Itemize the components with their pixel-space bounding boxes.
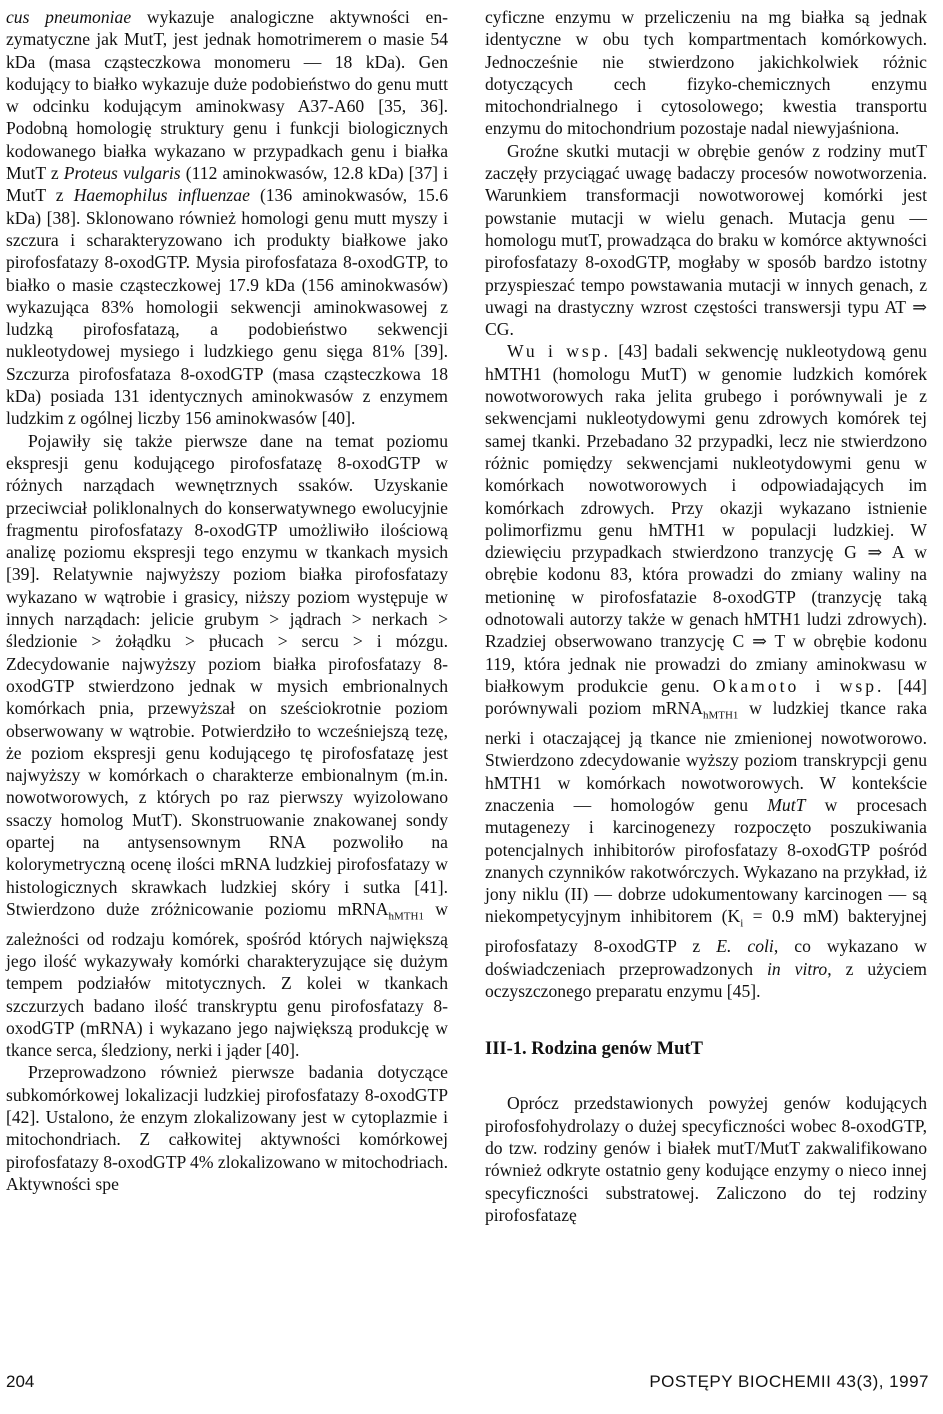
author-citation: Okamoto i wsp. bbox=[712, 675, 885, 696]
subscript: i bbox=[740, 917, 744, 930]
text-run: w zależności od rodzaju komórek, spośród których największą jego ilość wykazywały komórki charakteryzujące się dużym tempem podziałów mitotycznych. Z kolei w tkankach szczurzych badano ilość transkryptu genu pirofosfatazy 8-oxodGTP (mRNA) i wykazano jego największą produkcję w tkance serca, śledziony, nerki i jąder [40]. bbox=[6, 898, 449, 1061]
text-run: wykazuje analogiczne aktywności enzymatyczne jak MutT, jest jednak homotrimerem o masie 54 kDa (masa cząsteczkowa monomeru — 18 kDa). Gen kodujący to białko wykazuje duże podobieństwo do genu mutt w odcinku kodującym aminokwasy A37-A60 [35, 36]. Podobną homologię struktury genu i funkcji biologicznych kodowanego białka wykazano w przypadkach genu i białka MutT z bbox=[6, 7, 448, 184]
right-column bbox=[485, 6, 927, 1226]
left-column bbox=[6, 6, 448, 1195]
page-number: 204 bbox=[6, 1372, 35, 1391]
author-citation: Wu i wsp. bbox=[507, 341, 611, 362]
paragraph: Przeprowadzono również pierwsze badania dotyczące subkomórkowej lokalizacji ludzkiej pirofosfatazy 8-oxodGTP [42]. Ustalono, że enzym zlokalizowany jest w cytoplazmie i mitochondriach. Z całkowitej aktywności komórkowej pirofosfatazy 8-oxodGTP 4% zlokalizowano w mitochodriach. Aktywności spe bbox=[6, 1062, 448, 1194]
text-run: (136 aminokwasów, 15.6 kDa) [38]. Sklonowano również homologi genu mutt myszy i szczura i scharakteryzowano ich produkty białkowe jako pirofosfatazy 8-oxodGTP. Mysia pirofosfataza 8-oxodGTP, to białko o masie cząsteczkowej 17.9 kDa (156 aminokwasów) wykazująca 83% homologii sekwencji aminokwasowej z ludzką pirofosfatazą, a podobieństwo sekwencji nukleotydowej mysiego i ludzkiego genu sięga 81% [39]. Szczurza pirofosfataza 8-oxodGTP (masa cząsteczkowa 18 kDa) posiada 131 identycznych aminokwasów z enzymem ludzkim z ogólnej liczby 156 aminokwasów [40]. bbox=[6, 185, 448, 429]
paragraph: Groźne skutki mutacji w obrębie genów z rodziny mutT zaczęły przyciągać uwagę badaczy procesów nowotworzenia. Warunkiem transformacji nowotworowej komórki jest powstanie mutacji w wielu genach. Mutacja genu — homologu mutT, prowadząca do braku w komórce aktywności pirofosfatazy 8-oxodGTP, mogłaby w sposób bardzo istotny przyspieszać tempo powstawania mutacji w innych genach, z uwagi na drastyczny wzrost częstości transwersji typu AT ⇒ CG. bbox=[485, 140, 927, 340]
text-run: [44] porównywali poziom mRNA bbox=[485, 675, 927, 719]
italic-species: cus pneumoniae bbox=[6, 7, 132, 27]
paragraph bbox=[6, 6, 448, 430]
italic-term: in vitro bbox=[766, 958, 828, 979]
text-run: Pojawiły się także pierwsze dane na temat poziomu ekspresji genu kodującego pirofosfatazę 8-oxodGTP w różnych narządach wewnętrznych ssaków. Uzyskanie przeciwciał poliklonalnych do konserwatywnego ewolucyjnie fragmentu pirofosfatazy 8-oxodGTP umożliwiło ilościową analizę poziomu ekspresji tego enzymu w tkankach mysich [39]. Relatywnie najwyższy poziom białka pirofosfatazy wykazano w wątrobie i grasicy, niższy poziom występuje w innych narządach: jelicie grubym > jądrach > nerkach > śledzionie > żołądku > płucach > sercu > i mózgu. Zdecydowanie najwyższy poziom białka pirofosfatazy 8-oxodGTP stwierdzono jednak w mysich embrionalnych komórkach pnia, przewyższał on sześciokrotnie poziom obserwowany w wątrobie. Potwierdziło to wcześniejszą tezę, że poziom ekspresji genu kodującego tę pirofosfatazę jest najwyższy w komórkach o charakterze embionalnym (m.in. nowotworowych, z których po raz pierwszy wyizolowano ssaczy homolog MutT). Skonstruowanie znakowanej sondy opartej na antysensownym RNA pozwoliło na kolorymetryczną ocenę ilości mRNA ludzkiej pirofosfatazy w histologicznych skrawkach ludzkiej skóry i sutka [41]. Stwierdzono duże zróżnicowanie poziomu mRNA bbox=[6, 430, 448, 919]
italic-gene: MutT bbox=[767, 794, 806, 815]
subscript: hMTH1 bbox=[388, 910, 424, 923]
paragraph bbox=[485, 340, 927, 1002]
text-run: w procesach mutagenezy i karcinogenezy rozpoczęto poszukiwania potencjalnych inhibitorów pirofosfatazy 8-oxodGTP pośród znanych czynników rakotwórczych. Wykazano na przykład, iż jony niklu (II) — dobrze udokumentowany karcinogen — są niekompetycyjnym inhibitorem (K bbox=[485, 794, 927, 927]
text-run: [43] badali sekwencję nukleotydową genu hMTH1 (homologu MutT) w genomie ludzkich komórek nowotworowych raka jelita grubego i porównywali je z sekwencjami nukleotydowymi genu zdrowych komórek tej samej tkanki. Przebadano 32 przypadki, lecz nie stwierdzono różnic pomiędzy sekwencjami nukleotydowymi genu w komórkach nowotworowych i odpowiadających im komórkach zdrowych. Przy okazji wykazano istnienie polimorfizmu genu hMTH1 w populacji ludzkiej. W dziewięciu przypadkach stwierdzono tranzycję G ⇒ A w obrębie kodonu 83, która prowadzi do zmiany waliny na metioninę w pirofosfatazie 8-oxodGTP (tranzycję taką odnotowali autorzy także w genach hMTH1 ludzi zdrowych). Rzadziej obserwowano tranzycję C ⇒ T w obrębie kodonu 119, która jednak nie prowadzi do zmiany aminokwasu w białkowym produkcie genu. bbox=[485, 341, 927, 696]
text-run: , co wykazano w doświadczeniach przeprowadzonych bbox=[485, 936, 927, 979]
journal-title: POSTĘPY BIOCHEMII 43(3), 1997 bbox=[649, 1372, 929, 1391]
paragraph: Oprócz przedstawionych powyżej genów kodujących pirofosfohydrolazy o dużej specyficzności wobec 8-oxodGTP, do tzw. rodziny genów i białek mutT/MutT zakwalifikowano również odkryte ostatnio geny kodujące enzymy o nieco innej specyficzności substratowej. Zaliczono do tej rodziny pirofosfatazę bbox=[485, 1093, 927, 1225]
text-run: (112 aminokwasów, 12.8 kDa) [37] i MutT z bbox=[6, 163, 448, 206]
subscript: hMTH1 bbox=[702, 709, 739, 722]
text-run: = 0.9 mM) bakteryjnej pirofosfatazy 8-oxodGTP z bbox=[485, 906, 927, 957]
section-heading: III-1. Rodzina genów MutT bbox=[485, 1039, 703, 1060]
text-run: , z użyciem oczyszczonego preparatu enzymu [45]. bbox=[485, 958, 927, 1001]
italic-species: Proteus vulgaris bbox=[63, 163, 181, 184]
italic-species: E. coli bbox=[716, 936, 774, 957]
page-footer bbox=[6, 1372, 929, 1396]
paragraph: cyficzne enzymu w przeliczeniu na mg białka są jednak identyczne w obu tych kompartmentach komórkowych. Jednocześnie nie stwierdzono jakichkolwiek różnic dotyczących cech fizyko-chemicznych enzymu mitochondrialnego i cytosolowego; kwestia transportu enzymu do mitochondrium pozostaje nadal niewyjaśniona. bbox=[485, 7, 927, 139]
paragraph bbox=[6, 430, 448, 1062]
italic-species: Haemophilus influenzae bbox=[73, 185, 250, 206]
text-run: w ludzkiej tkance raka nerki i otaczającej ją tkance nie zmienionej nowotworowo. Stwierdzono zdecydowanie wyższy poziom transkrypcji genu hMTH1 w komórkach nowotworowych. W kontekście znaczenia — homologów genu bbox=[485, 698, 928, 815]
